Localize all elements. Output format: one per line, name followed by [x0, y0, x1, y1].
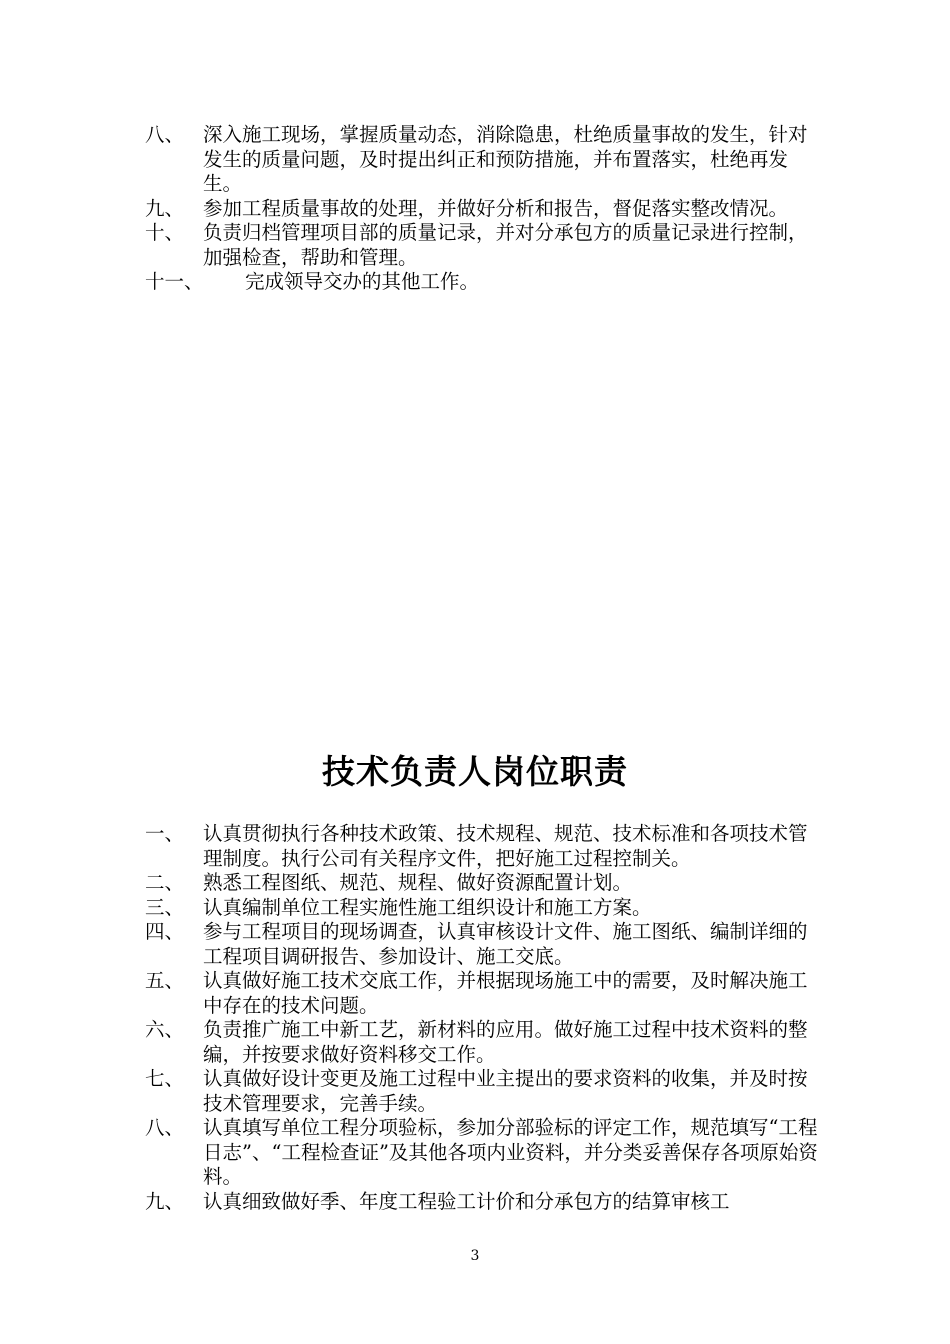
list-item [145, 896, 825, 921]
item-number: 二、 [145, 871, 185, 894]
list-item [145, 123, 825, 197]
item-text: 参与工程项目的现场调查，认真审核设计文件、施工图纸、编制详细的工程项目调研报告、参加设计、施工交底。 [203, 920, 808, 968]
item-number: 一、 [145, 822, 185, 845]
item-text: 深入施工现场，掌握质量动态，消除隐患，杜绝质量事故的发生，针对发生的质量问题，及时提出纠正和预防措施，并布置落实，杜绝再发生。 [203, 123, 808, 195]
list-item [145, 270, 825, 295]
item-number: 十、 [145, 221, 185, 244]
list-item [145, 871, 825, 896]
item-number: 七、 [145, 1067, 185, 1090]
top-duty-list [145, 123, 825, 295]
list-item [145, 1067, 825, 1116]
list-item [145, 822, 825, 871]
item-text: 认真做好设计变更及施工过程中业主提出的要求资料的收集，并及时按技术管理要求，完善手续。 [203, 1067, 808, 1115]
item-text: 认真细致做好季、年度工程验工计价和分承包方的结算审核工 [203, 1189, 730, 1213]
item-text: 认真贯彻执行各种技术政策、技术规程、规范、技术标准和各项技术管理制度。执行公司有关程序文件，把好施工过程控制关。 [203, 822, 808, 870]
item-number: 三、 [145, 895, 185, 919]
item-text: 熟悉工程图纸、规范、规程、做好资源配置计划。 [203, 871, 633, 894]
list-item [145, 197, 825, 222]
item-number: 六、 [145, 1018, 185, 1041]
list-item [145, 1116, 825, 1190]
item-number: 九、 [145, 1189, 185, 1213]
list-item [145, 1190, 825, 1215]
item-text: 认真做好施工技术交底工作，并根据现场施工中的需要，及时解决施工中存在的技术问题。 [203, 969, 808, 1017]
item-text: 完成领导交办的其他工作。 [245, 270, 480, 293]
item-text: 参加工程质量事故的处理，并做好分析和报告，督促落实整改情况。 [203, 196, 789, 220]
item-number: 八、 [145, 1116, 185, 1139]
item-number: 四、 [145, 920, 185, 943]
item-number: 五、 [145, 969, 185, 992]
list-item [145, 221, 825, 270]
item-number: 八、 [145, 123, 185, 146]
page-number: 3 [470, 1248, 480, 1264]
section-title: 技术负责人岗位职责 [322, 752, 628, 791]
item-text: 负责归档管理项目部的质量记录，并对分承包方的质量记录进行控制，加强检查，帮助和管理。 [203, 221, 808, 269]
bottom-duty-list [145, 822, 825, 1214]
list-item [145, 920, 825, 969]
list-item [145, 1018, 825, 1067]
item-number: 十一、 [145, 270, 204, 293]
item-text: 负责推广施工中新工艺，新材料的应用。做好施工过程中技术资料的整编，并按要求做好资料移交工作。 [203, 1018, 808, 1066]
list-item [145, 969, 825, 1018]
item-text: 认真填写单位工程分项验标，参加分部验标的评定工作，规范填写“工程日志”、“工程检查证”及其他各项内业资料，并分类妥善保存各项原始资料。 [203, 1116, 818, 1188]
item-text: 认真编制单位工程实施性施工组织设计和施工方案。 [203, 895, 652, 919]
item-number: 九、 [145, 196, 185, 220]
